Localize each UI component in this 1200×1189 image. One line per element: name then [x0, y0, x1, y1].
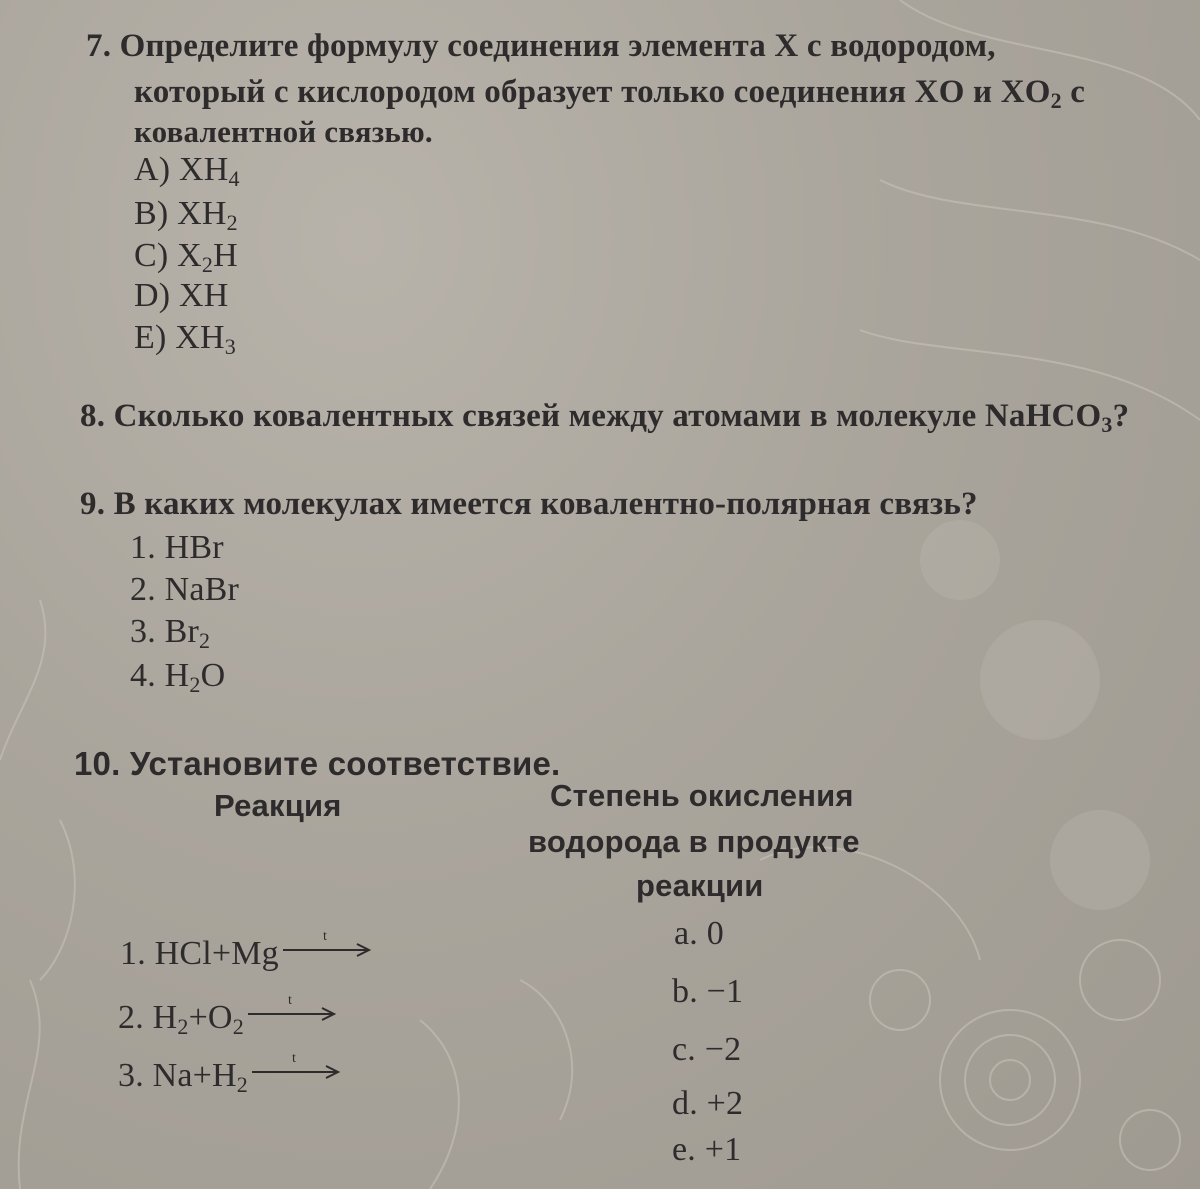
- q9-option-1: 1. HBr: [130, 529, 224, 566]
- q10-column-header-oxidation-2: водорода в продукте: [528, 824, 860, 859]
- q7-option-a: A) $XH_4$: [134, 151, 240, 191]
- q9-title: 9. В каких молекулах имеется ковалентно-полярная связь?: [80, 486, 978, 522]
- reaction-arrow-icon: [252, 1052, 342, 1080]
- q7-line-1: 7. Определите формулу соединения элемента X с водородом,: [86, 28, 996, 64]
- q7-option-e: E) $XH_3$: [134, 319, 236, 359]
- q10-answer-d: d. +2: [672, 1085, 744, 1122]
- q7-option-b: B) $XH_2$: [134, 195, 238, 235]
- q9-option-2: 2. NaBr: [130, 571, 240, 608]
- q10-reaction-1: 1. HCl+Mg t: [120, 934, 373, 983]
- reaction-arrow-icon: [283, 930, 373, 958]
- q7-line-3: ковалентной связью.: [134, 114, 433, 149]
- q8-text: 8. Сколько ковалентных связей между атомами в молекуле NaHCO$_3$?: [80, 398, 1130, 437]
- arrow-label: t: [291, 1052, 297, 1066]
- q10-column-header-oxidation-3: реакции: [636, 868, 764, 903]
- q10-reaction-3: 3. $Na+H_2$ t: [118, 1056, 342, 1105]
- q10-column-header-oxidation-1: Степень окисления: [550, 778, 854, 813]
- arrow-label: t: [322, 930, 327, 944]
- q10-reaction-2: 2. $H_2+O_2$ t: [118, 998, 338, 1047]
- q10-column-header-reaction: Реакция: [214, 788, 342, 823]
- q9-option-3: 3. $Br_2$: [130, 613, 211, 653]
- q10-title: 10. Установите соответствие.: [74, 745, 561, 782]
- q7-option-d: D) XH: [134, 277, 229, 314]
- q10-answer-a: a. 0: [674, 915, 724, 952]
- q7-option-c: C) $X_2H$: [134, 237, 238, 277]
- q10-answer-e: e. +1: [672, 1131, 742, 1168]
- q10-answer-c: c. −2: [672, 1031, 742, 1068]
- q9-option-4: 4. $H_2O$: [130, 657, 226, 697]
- arrow-label: t: [287, 994, 292, 1008]
- q7-line-2: который с кислородом образует только соединения XO и $XO_2$ с: [134, 74, 1086, 113]
- q10-answer-b: b. −1: [672, 973, 744, 1010]
- reaction-arrow-icon: [248, 994, 338, 1022]
